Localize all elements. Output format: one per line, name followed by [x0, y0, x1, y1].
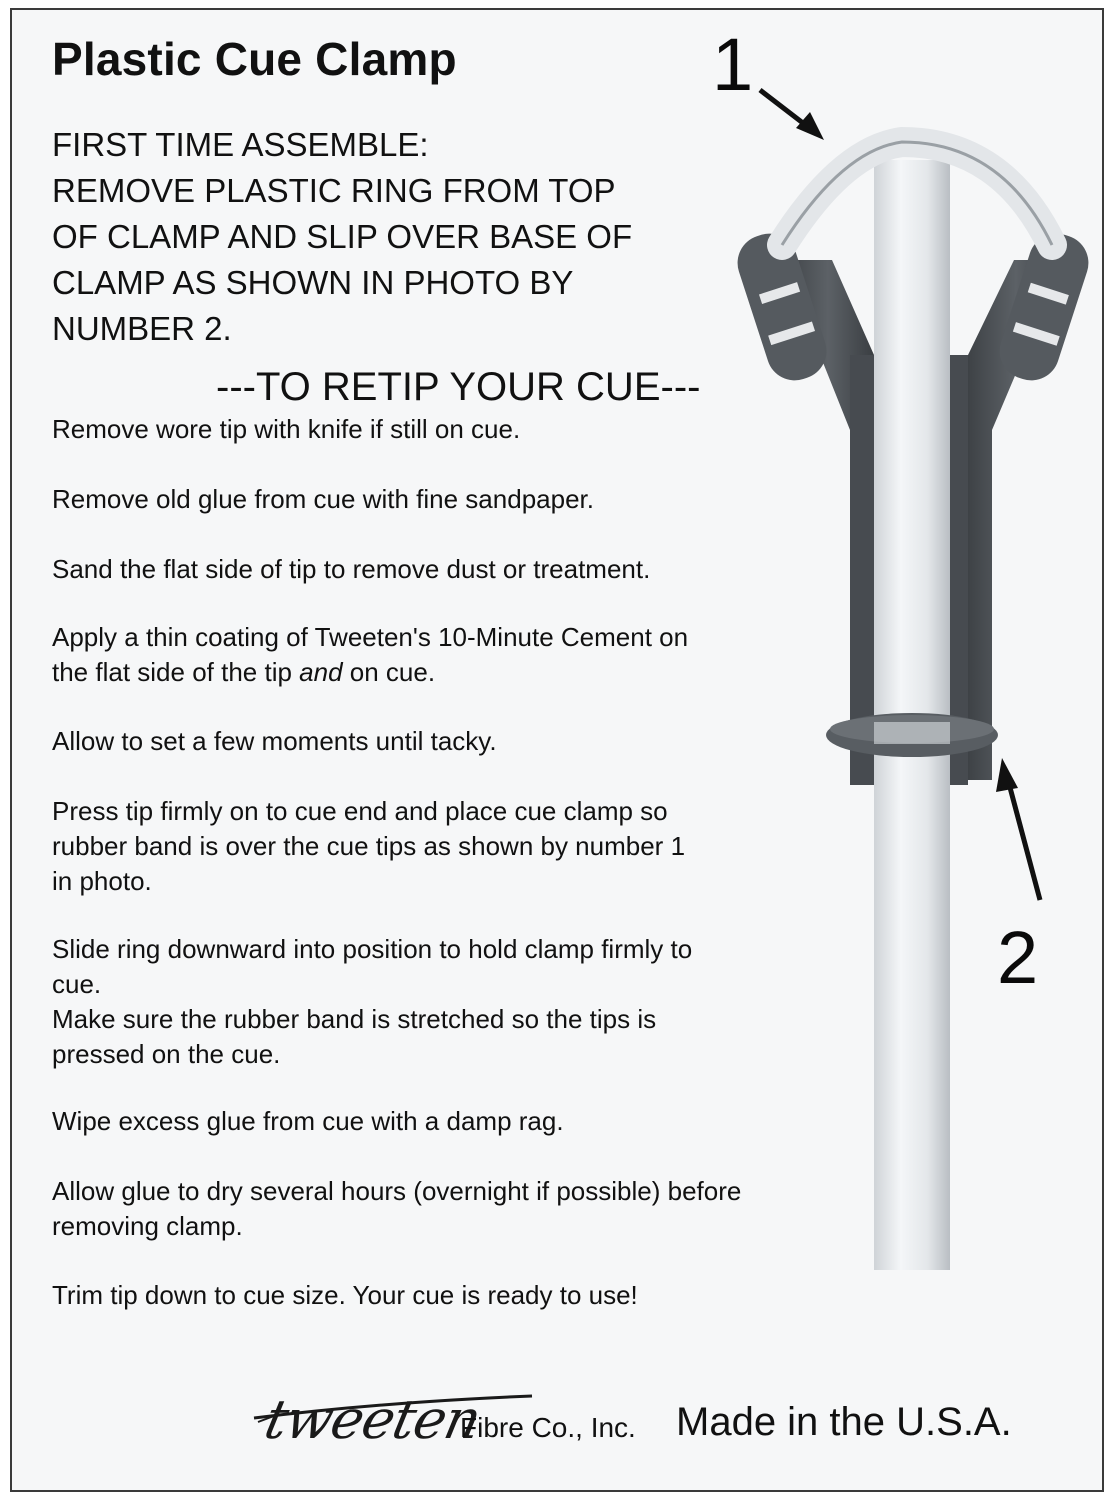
assembly-line: OF CLAMP AND SLIP OVER BASE OF [52, 218, 633, 255]
page-title: Plastic Cue Clamp [52, 33, 457, 85]
step-7: Slide ring downward into position to hold clamp firmly to cue. Make sure the rubber band is stretched so the tips is pressed on the cue. [52, 934, 693, 1069]
made-in-label: Made in the U.S.A. [676, 1400, 1012, 1444]
callout-number-2: 2 [997, 916, 1039, 999]
instruction-sheet [10, 8, 1104, 1492]
assembly-instructions [52, 122, 752, 352]
assembly-line: NUMBER 2. [52, 310, 232, 347]
assembly-line: FIRST TIME ASSEMBLE: [52, 126, 429, 163]
logo-text: tweeten [259, 1388, 486, 1451]
step-5: Allow to set a few moments until tacky. [52, 726, 497, 756]
step-8: Wipe excess glue from cue with a damp rag. [52, 1106, 564, 1136]
step-2: Remove old glue from cue with fine sandpaper. [52, 484, 594, 514]
step-6: Press tip firmly on to cue end and place cue clamp so rubber band is over the cue tips as shown by number 1 in photo. [52, 796, 686, 896]
callout-number-1: 1 [712, 23, 754, 106]
assembly-line: CLAMP AS SHOWN IN PHOTO BY [52, 264, 574, 301]
step-4: Apply a thin coating of Tweeten's 10-Minute Cement on the flat side of the tip and on cue. [52, 622, 689, 687]
arrow-1 [760, 90, 824, 140]
company-name: Fibre Co., Inc. [460, 1412, 636, 1443]
arrow-2 [996, 758, 1040, 900]
step-1: Remove wore tip with knife if still on cue. [52, 414, 521, 444]
step-10: Trim tip down to cue size. Your cue is ready to use! [52, 1280, 638, 1310]
step-3: Sand the flat side of tip to remove dust or treatment. [52, 554, 651, 584]
step-9: Allow glue to dry several hours (overnight if possible) before removing clamp. [52, 1176, 742, 1241]
retip-heading: ---TO RETIP YOUR CUE--- [216, 365, 701, 409]
assembly-line: REMOVE PLASTIC RING FROM TOP [52, 172, 616, 209]
